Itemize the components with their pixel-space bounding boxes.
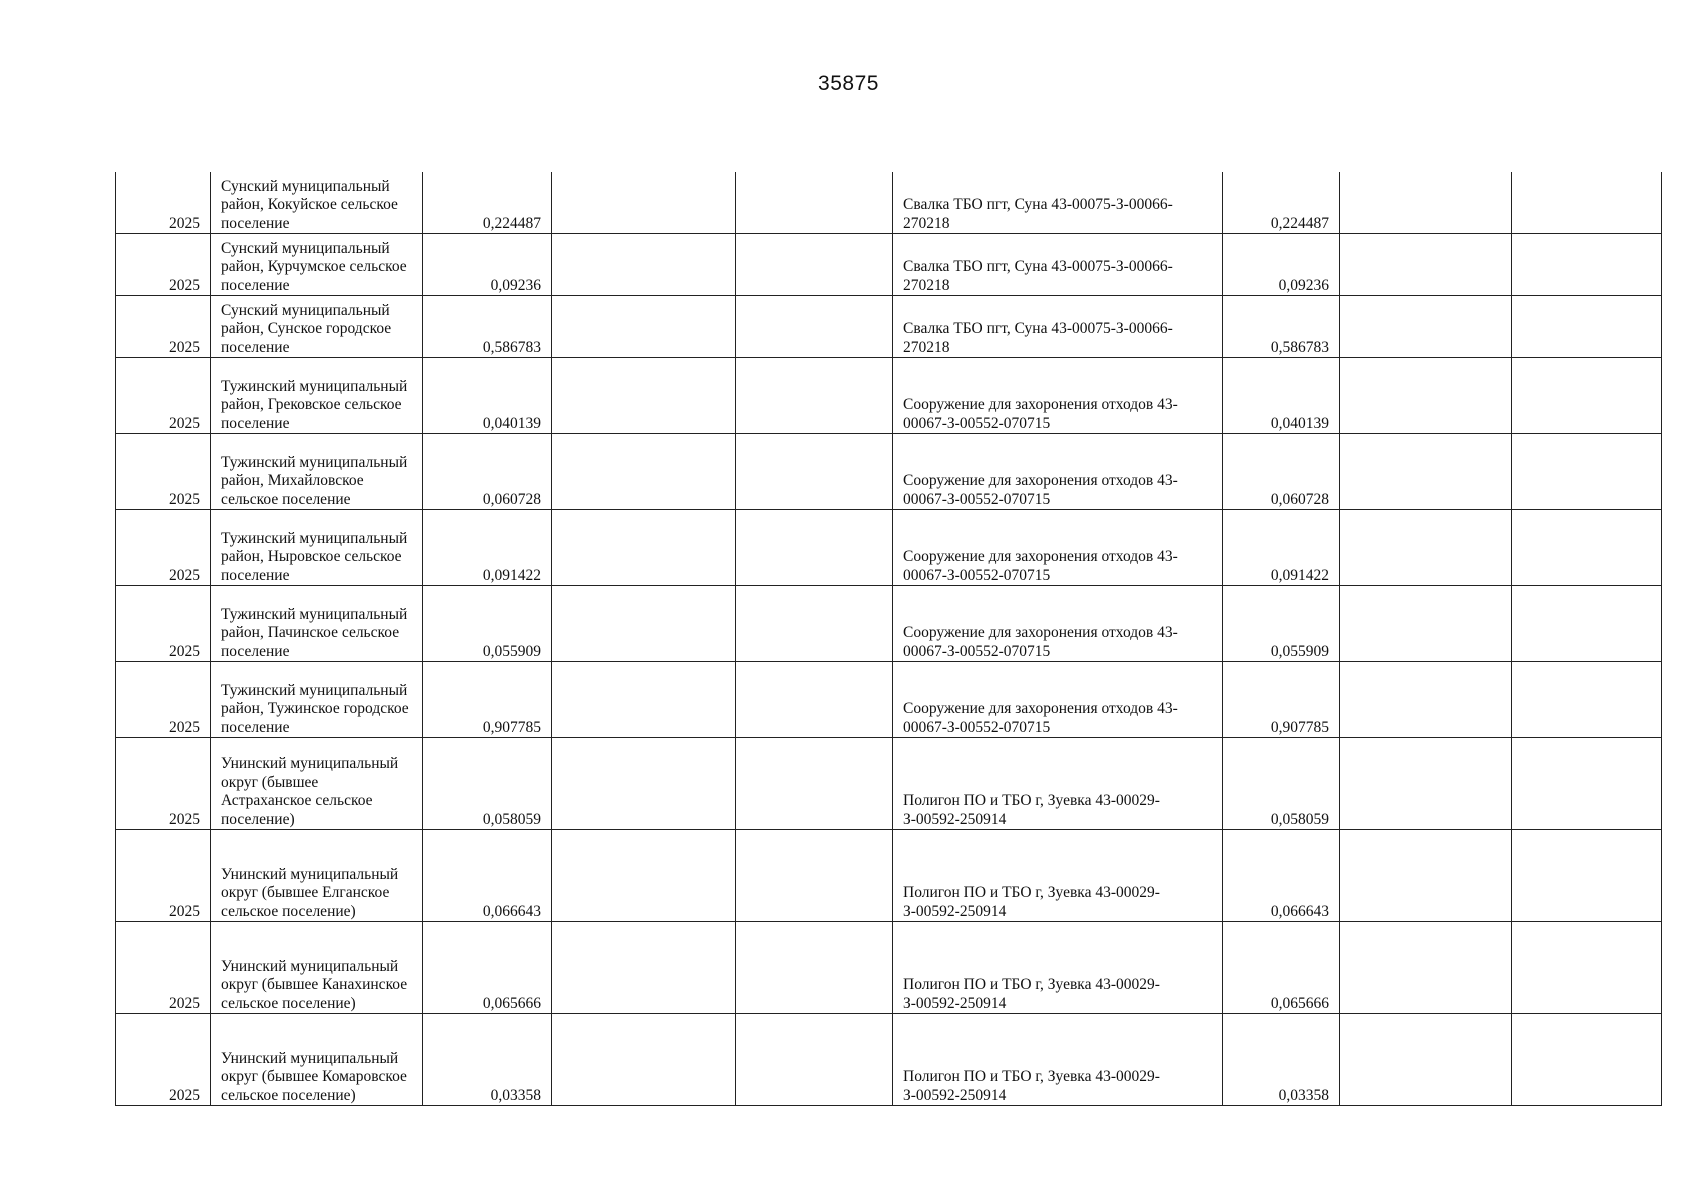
cell-empty — [1512, 830, 1662, 922]
cell-empty — [552, 234, 736, 296]
table-row — [116, 922, 1662, 1014]
cell-disposal-object: Полигон ПО и ТБО г, Зуевка 43-00029-З-00592-250914 — [893, 1014, 1223, 1106]
cell-mass-disposed: 0,224487 — [1223, 172, 1340, 234]
cell-disposal-object: Сооружение для захоронения отходов 43-00067-З-00552-070715 — [893, 662, 1223, 738]
cell-mass: 0,091422 — [423, 510, 552, 586]
cell-empty — [1512, 434, 1662, 510]
cell-empty — [736, 922, 893, 1014]
cell-empty — [736, 358, 893, 434]
cell-municipality: Сунский муниципальный район, Сунское городское поселение — [211, 296, 423, 358]
cell-year: 2025 — [116, 510, 211, 586]
cell-empty — [1512, 738, 1662, 830]
cell-empty — [1340, 662, 1512, 738]
cell-mass-disposed: 0,03358 — [1223, 1014, 1340, 1106]
cell-mass-disposed: 0,040139 — [1223, 358, 1340, 434]
cell-empty — [1512, 296, 1662, 358]
cell-mass: 0,058059 — [423, 738, 552, 830]
cell-municipality: Тужинский муниципальный район, Михайловское сельское поселение — [211, 434, 423, 510]
cell-empty — [1340, 434, 1512, 510]
cell-empty — [736, 172, 893, 234]
table-row — [116, 1014, 1662, 1106]
cell-empty — [1512, 234, 1662, 296]
cell-disposal-object: Свалка ТБО пгт, Суна 43-00075-З-00066-270218 — [893, 296, 1223, 358]
cell-empty — [552, 296, 736, 358]
table-row — [116, 234, 1662, 296]
cell-year: 2025 — [116, 172, 211, 234]
cell-mass: 0,09236 — [423, 234, 552, 296]
cell-empty — [1512, 1014, 1662, 1106]
cell-disposal-object: Свалка ТБО пгт, Суна 43-00075-З-00066-270218 — [893, 172, 1223, 234]
cell-mass: 0,065666 — [423, 922, 552, 1014]
table-row — [116, 358, 1662, 434]
cell-mass: 0,03358 — [423, 1014, 552, 1106]
cell-year: 2025 — [116, 434, 211, 510]
cell-empty — [1340, 510, 1512, 586]
cell-empty — [1340, 830, 1512, 922]
cell-empty — [1340, 738, 1512, 830]
cell-mass-disposed: 0,091422 — [1223, 510, 1340, 586]
cell-mass-disposed: 0,09236 — [1223, 234, 1340, 296]
cell-empty — [1512, 358, 1662, 434]
cell-empty — [552, 586, 736, 662]
cell-empty — [552, 358, 736, 434]
table-row — [116, 510, 1662, 586]
cell-mass-disposed: 0,065666 — [1223, 922, 1340, 1014]
cell-empty — [552, 738, 736, 830]
cell-disposal-object: Полигон ПО и ТБО г, Зуевка 43-00029-З-00592-250914 — [893, 830, 1223, 922]
table-row — [116, 738, 1662, 830]
cell-empty — [736, 586, 893, 662]
cell-empty — [736, 1014, 893, 1106]
cell-empty — [552, 830, 736, 922]
cell-disposal-object: Сооружение для захоронения отходов 43-00067-З-00552-070715 — [893, 510, 1223, 586]
cell-mass: 0,055909 — [423, 586, 552, 662]
cell-municipality: Тужинский муниципальный район, Грековское сельское поселение — [211, 358, 423, 434]
cell-empty — [1340, 234, 1512, 296]
table-row — [116, 296, 1662, 358]
cell-mass-disposed: 0,907785 — [1223, 662, 1340, 738]
cell-empty — [736, 296, 893, 358]
cell-year: 2025 — [116, 296, 211, 358]
cell-municipality: Унинский муниципальный округ (бывшее Астраханское сельское поселение) — [211, 738, 423, 830]
cell-disposal-object: Свалка ТБО пгт, Суна 43-00075-З-00066-270218 — [893, 234, 1223, 296]
cell-empty — [552, 922, 736, 1014]
cell-year: 2025 — [116, 662, 211, 738]
cell-empty — [736, 510, 893, 586]
cell-year: 2025 — [116, 358, 211, 434]
cell-empty — [736, 434, 893, 510]
cell-year: 2025 — [116, 830, 211, 922]
cell-empty — [552, 434, 736, 510]
cell-empty — [736, 830, 893, 922]
cell-mass-disposed: 0,055909 — [1223, 586, 1340, 662]
table-row — [116, 662, 1662, 738]
cell-municipality: Тужинский муниципальный район, Тужинское городское поселение — [211, 662, 423, 738]
cell-empty — [736, 662, 893, 738]
cell-municipality: Сунский муниципальный район, Курчумское сельское поселение — [211, 234, 423, 296]
cell-empty — [552, 1014, 736, 1106]
cell-year: 2025 — [116, 1014, 211, 1106]
cell-municipality: Сунский муниципальный район, Кокуйское сельское поселение — [211, 172, 423, 234]
table-row — [116, 586, 1662, 662]
cell-disposal-object: Сооружение для захоронения отходов 43-00067-З-00552-070715 — [893, 434, 1223, 510]
cell-empty — [736, 234, 893, 296]
cell-empty — [552, 510, 736, 586]
cell-year: 2025 — [116, 234, 211, 296]
table-row — [116, 172, 1662, 234]
cell-empty — [1340, 172, 1512, 234]
cell-mass-disposed: 0,066643 — [1223, 830, 1340, 922]
cell-municipality: Тужинский муниципальный район, Пачинское сельское поселение — [211, 586, 423, 662]
cell-mass: 0,907785 — [423, 662, 552, 738]
cell-year: 2025 — [116, 922, 211, 1014]
cell-disposal-object: Сооружение для захоронения отходов 43-00067-З-00552-070715 — [893, 586, 1223, 662]
cell-disposal-object: Полигон ПО и ТБО г, Зуевка 43-00029-З-00592-250914 — [893, 922, 1223, 1014]
cell-empty — [552, 662, 736, 738]
cell-disposal-object: Сооружение для захоронения отходов 43-00067-З-00552-070715 — [893, 358, 1223, 434]
cell-mass: 0,586783 — [423, 296, 552, 358]
cell-empty — [1340, 922, 1512, 1014]
cell-mass: 0,066643 — [423, 830, 552, 922]
cell-empty — [1512, 922, 1662, 1014]
cell-municipality: Унинский муниципальный округ (бывшее Комаровское сельское поселение) — [211, 1014, 423, 1106]
cell-empty — [552, 172, 736, 234]
cell-mass-disposed: 0,058059 — [1223, 738, 1340, 830]
cell-empty — [1512, 586, 1662, 662]
cell-mass-disposed: 0,586783 — [1223, 296, 1340, 358]
table-row — [116, 434, 1662, 510]
cell-municipality: Унинский муниципальный округ (бывшее Канахинское сельское поселение) — [211, 922, 423, 1014]
cell-mass-disposed: 0,060728 — [1223, 434, 1340, 510]
cell-empty — [1512, 662, 1662, 738]
cell-empty — [1340, 1014, 1512, 1106]
cell-empty — [736, 738, 893, 830]
cell-empty — [1512, 510, 1662, 586]
cell-empty — [1512, 172, 1662, 234]
cell-mass: 0,224487 — [423, 172, 552, 234]
cell-empty — [1340, 296, 1512, 358]
cell-year: 2025 — [116, 586, 211, 662]
cell-year: 2025 — [116, 738, 211, 830]
data-table — [115, 172, 1662, 1106]
cell-mass: 0,060728 — [423, 434, 552, 510]
cell-disposal-object: Полигон ПО и ТБО г, Зуевка 43-00029-З-00592-250914 — [893, 738, 1223, 830]
cell-empty — [1340, 586, 1512, 662]
table-row — [116, 830, 1662, 922]
cell-mass: 0,040139 — [423, 358, 552, 434]
page-number: 35875 — [818, 72, 879, 95]
cell-municipality: Унинский муниципальный округ (бывшее Елганское сельское поселение) — [211, 830, 423, 922]
cell-municipality: Тужинский муниципальный район, Ныровское сельское поселение — [211, 510, 423, 586]
cell-empty — [1340, 358, 1512, 434]
